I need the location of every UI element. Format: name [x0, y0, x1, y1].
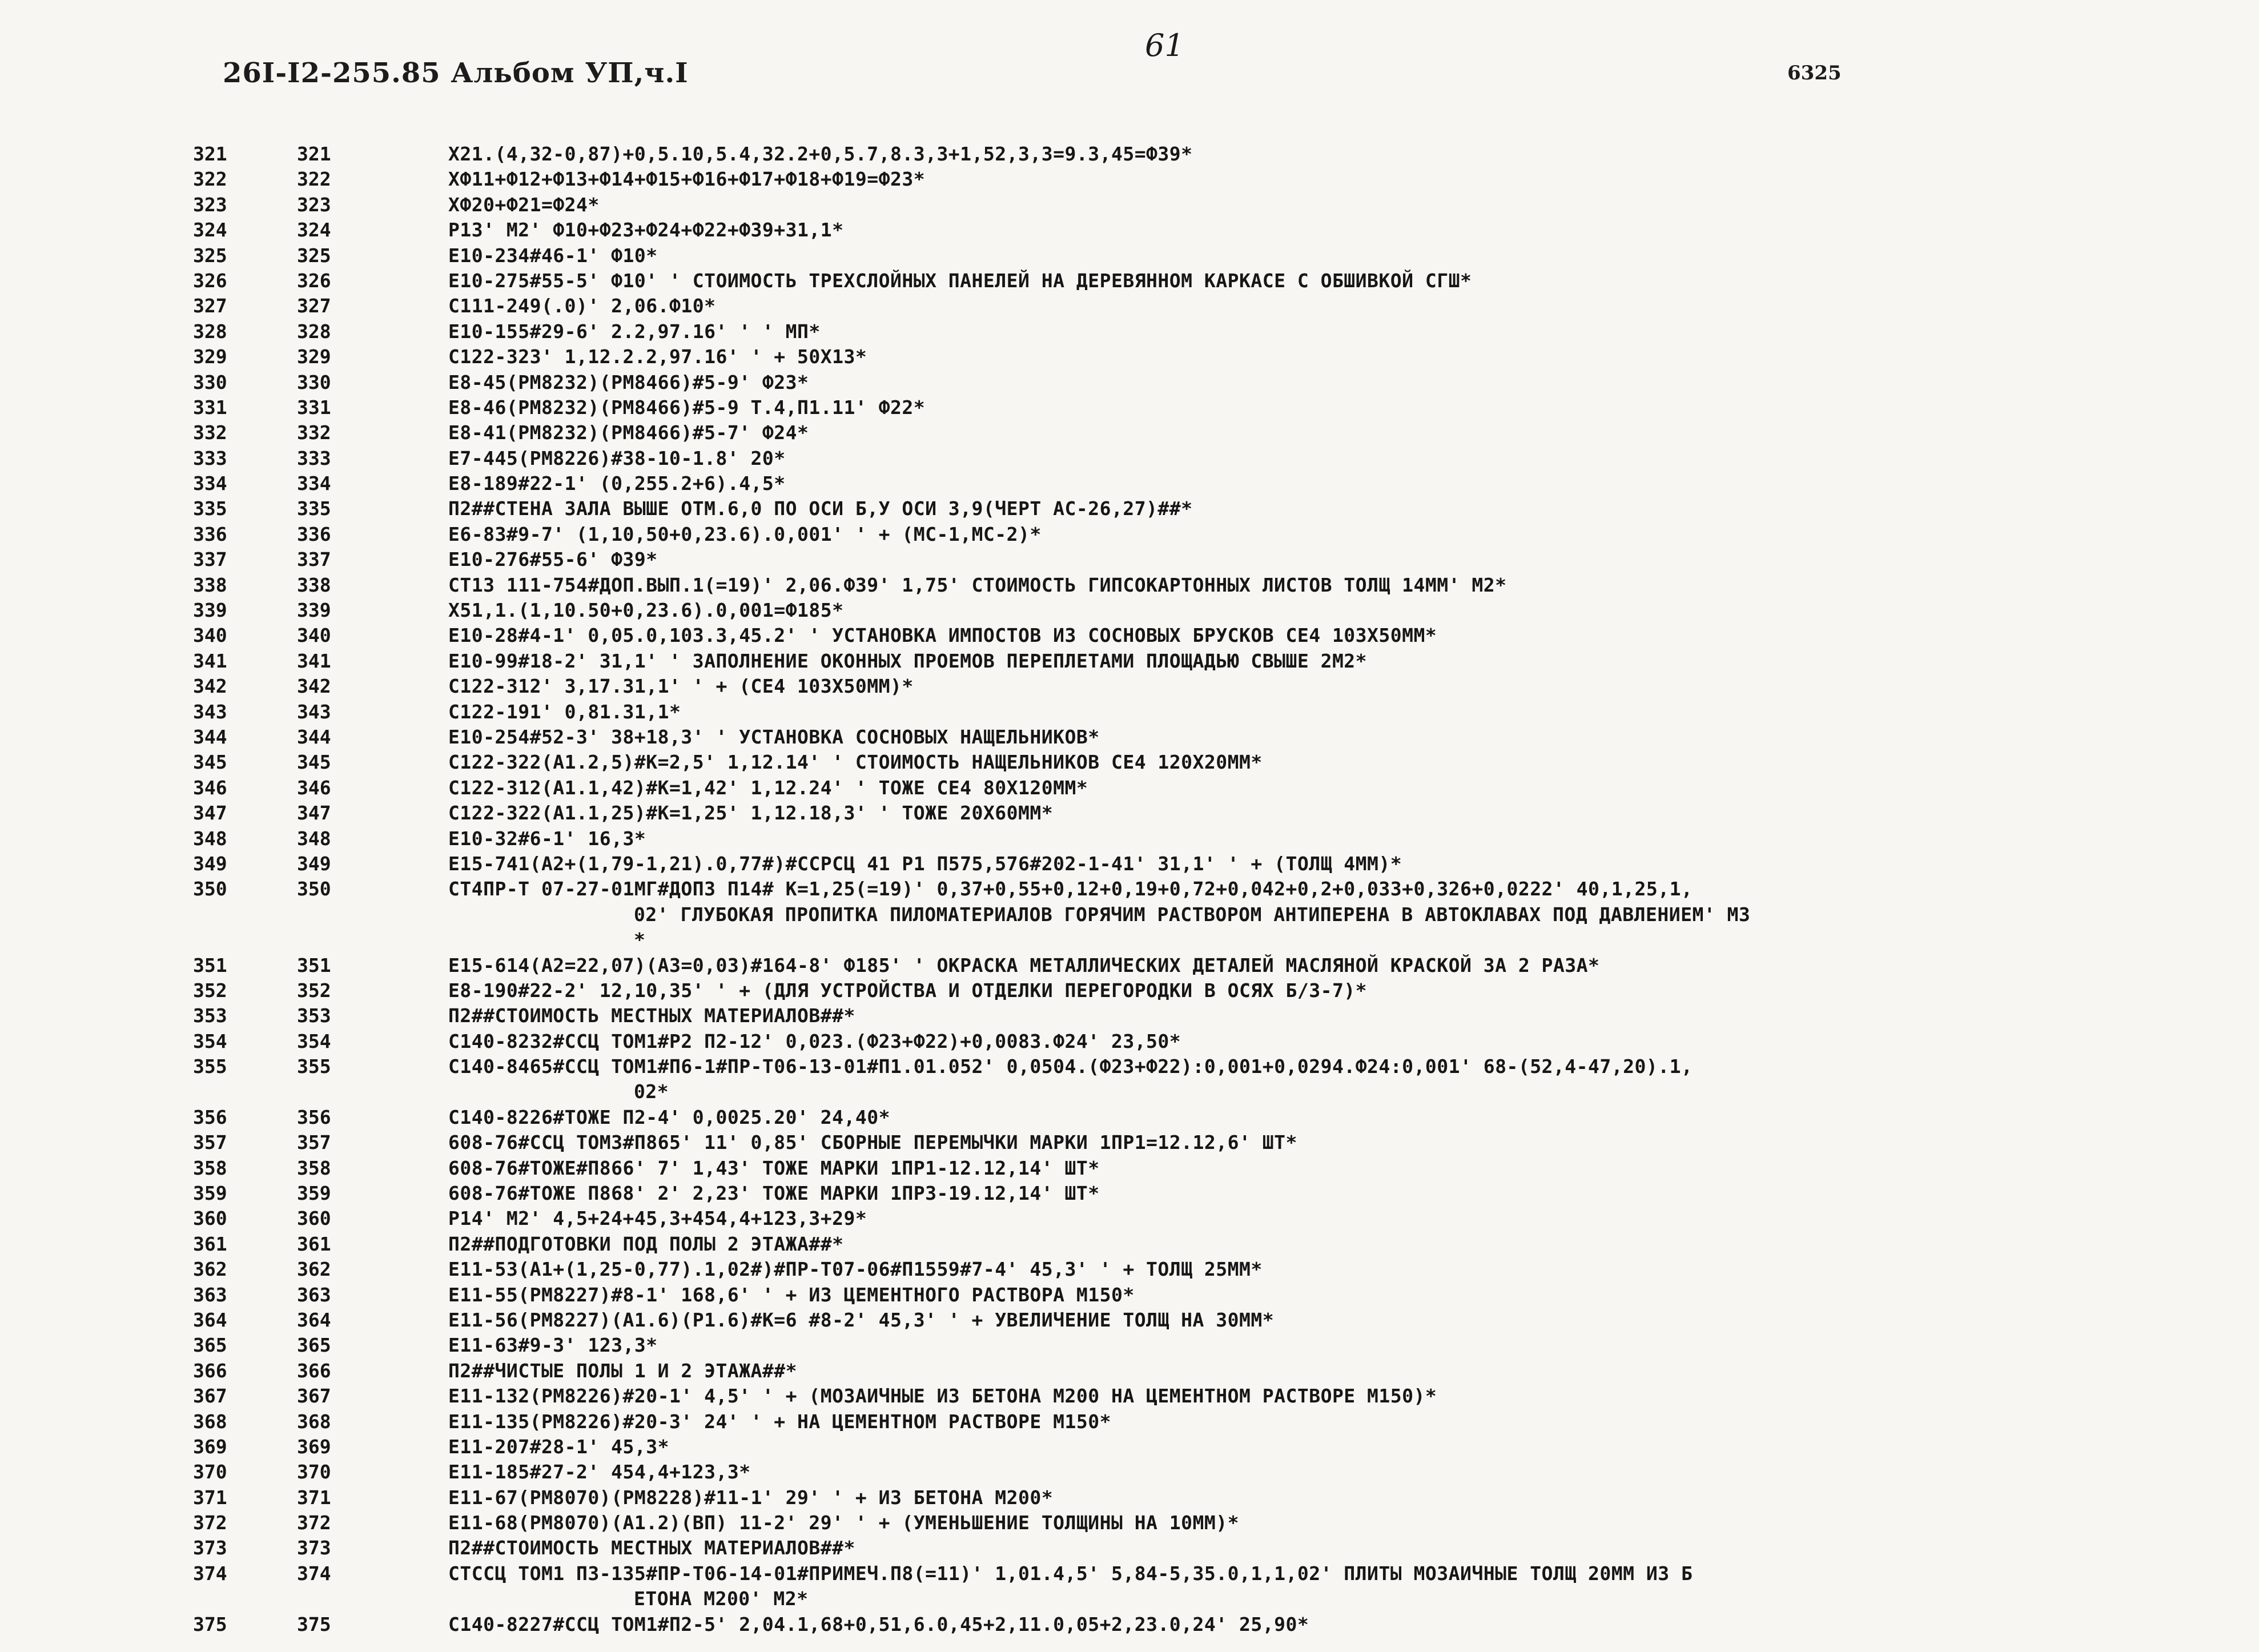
listing-line [0, 496, 2259, 521]
line-text: Е10-254#52-3' 38+18,3' ' УСТАНОВКА СОСНОВЫХ НАЩЕЛЬНИКОВ* [448, 725, 1100, 748]
line-text: Е8-190#22-2' 12,10,35' ' + (ДЛЯ УСТРОЙСТВА И ОТДЕЛКИ ПЕРЕГОРОДКИ В ОСЯХ Б/3-7)* [448, 979, 1368, 1002]
line-number: 353 [193, 1004, 227, 1027]
line-number-secondary: 326 [297, 269, 331, 292]
line-number-secondary: 352 [297, 979, 331, 1002]
line-text: XФ11+Ф12+Ф13+Ф14+Ф15+Ф16+Ф17+Ф18+Ф19=Ф23* [448, 168, 926, 191]
line-number: 375 [193, 1613, 227, 1635]
line-text: П2##СТОИМОСТЬ МЕСТНЫХ МАТЕРИАЛОВ##* [448, 1537, 855, 1559]
line-number-secondary: 342 [297, 675, 331, 698]
listing-line [0, 573, 2259, 598]
line-number-secondary: 340 [297, 624, 331, 647]
line-number-secondary: 359 [297, 1182, 331, 1205]
line-text: С140-8232#ССЦ ТОМ1#Р2 П2-12' 0,023.(Ф23+Ф22)+0,0083.Ф24' 23,50* [448, 1030, 1181, 1052]
line-number-secondary: 338 [297, 573, 331, 596]
line-number: 323 [193, 193, 227, 216]
line-text: * [634, 929, 646, 951]
line-number: 322 [193, 168, 227, 191]
line-number-secondary: 341 [297, 649, 331, 672]
line-number: 344 [193, 725, 227, 748]
listing-line [0, 1333, 2259, 1358]
line-text: Е11-63#9-3' 123,3* [448, 1334, 658, 1357]
line-text: П2##СТЕНА ЗАЛА ВЫШЕ ОТМ.6,0 ПО ОСИ Б,У ОСИ 3,9(ЧЕРТ АС-26,27)##* [448, 497, 1193, 520]
listing-continuation-line [0, 1586, 2259, 1611]
line-number: 339 [193, 599, 227, 622]
line-number: 374 [193, 1562, 227, 1585]
line-text: XФ20+Ф21=Ф24* [448, 193, 600, 216]
line-number-secondary: 362 [297, 1258, 331, 1281]
listing-line [0, 344, 2259, 369]
line-number: 341 [193, 649, 227, 672]
line-number: 350 [193, 878, 227, 901]
line-number-secondary: 337 [297, 548, 331, 571]
line-number: 370 [193, 1461, 227, 1484]
listing-line [0, 1181, 2259, 1206]
line-number: 335 [193, 497, 227, 520]
listing-line [0, 319, 2259, 344]
line-text: X51,1.(1,10.50+0,23.6).0,001=Ф185* [448, 599, 844, 622]
listing-line [0, 1409, 2259, 1434]
listing-line [0, 598, 2259, 623]
line-text: Е8-189#22-1' (0,255.2+6).4,5* [448, 472, 786, 495]
line-number: 346 [193, 776, 227, 799]
listing-line [0, 725, 2259, 750]
listing-line [0, 1130, 2259, 1155]
listing-line [0, 1257, 2259, 1282]
line-number: 367 [193, 1385, 227, 1408]
line-number-secondary: 357 [297, 1131, 331, 1154]
line-number-secondary: 374 [297, 1562, 331, 1585]
line-number: 338 [193, 573, 227, 596]
line-text: Е6-83#9-7' (1,10,50+0,23.6).0,001' ' + (МС-1,МС-2)* [448, 522, 1042, 545]
listing-line [0, 1434, 2259, 1460]
line-text: СТССЦ ТОМ1 П3-135#ПР-Т06-14-01#ПРИМЕЧ.П8(=11)' 1,01.4,5' 5,84-5,35.0,1,1,02' ПЛИТЫ МОЗАИЧНЫЕ ТОЛЩ 20ММ ИЗ Б [448, 1562, 1693, 1585]
line-text: Е10-155#29-6' 2.2,97.16' ' ' МП* [448, 320, 821, 343]
line-number: 329 [193, 345, 227, 368]
line-text: С122-322(А1.2,5)#К=2,5' 1,12.14' ' СТОИМОСТЬ НАЩЕЛЬНИКОВ СЕ4 120X20ММ* [448, 751, 1263, 774]
line-number: 357 [193, 1131, 227, 1154]
line-text: Е10-99#18-2' 31,1' ' ЗАПОЛНЕНИЕ ОКОННЫХ ПРОЕМОВ ПЕРЕПЛЕТАМИ ПЛОЩАДЬЮ СВЫШЕ 2М2* [448, 649, 1368, 672]
line-number-secondary: 363 [297, 1283, 331, 1306]
listing-line [0, 775, 2259, 801]
line-text: Е15-741(А2+(1,79-1,21).0,77#)#ССРСЦ 41 Р1 П575,576#202-1-41' 31,1' ' + (ТОЛЩ 4ММ)* [448, 852, 1402, 875]
line-text: X21.(4,32-0,87)+0,5.10,5.4,32.2+0,5.7,8.3,3+1,52,3,3=9.3,45=Ф39* [448, 143, 1193, 165]
listing-line [0, 978, 2259, 1003]
line-number: 369 [193, 1435, 227, 1458]
line-number-secondary: 325 [297, 244, 331, 267]
line-number-secondary: 350 [297, 878, 331, 901]
line-text: Е11-55(РМ8227)#8-1' 168,6' ' + ИЗ ЦЕМЕНТНОГО РАСТВОРА М150* [448, 1283, 1135, 1306]
listing-line [0, 1485, 2259, 1510]
listing-line [0, 1358, 2259, 1384]
line-number: 336 [193, 522, 227, 545]
line-number: 354 [193, 1030, 227, 1052]
listing-line [0, 243, 2259, 268]
line-number: 334 [193, 472, 227, 495]
listing-line [0, 420, 2259, 445]
line-number-secondary: 368 [297, 1410, 331, 1433]
listing-line [0, 1308, 2259, 1333]
line-number: 327 [193, 295, 227, 317]
line-text: 02* [634, 1080, 669, 1103]
listing-line [0, 750, 2259, 775]
line-number-secondary: 335 [297, 497, 331, 520]
line-number-secondary: 349 [297, 852, 331, 875]
listing-line [0, 395, 2259, 420]
line-text: Р14' М2' 4,5+24+45,3+454,4+123,3+29* [448, 1207, 867, 1230]
line-number: 349 [193, 852, 227, 875]
listing-continuation-line [0, 927, 2259, 952]
line-number-secondary: 332 [297, 421, 331, 444]
line-number: 333 [193, 447, 227, 469]
line-text: Е8-41(РМ8232)(РМ8466)#5-7' Ф24* [448, 421, 809, 444]
line-number: 345 [193, 751, 227, 774]
line-number: 363 [193, 1283, 227, 1306]
line-text: Е11-68(РМ8070)(А1.2)(ВП) 11-2' 29' ' + (УМЕНЬШЕНИЕ ТОЛЩИНЫ НА 10ММ)* [448, 1512, 1240, 1534]
line-number-secondary: 372 [297, 1512, 331, 1534]
listing-line [0, 877, 2259, 902]
line-text: Е10-32#6-1' 16,3* [448, 827, 646, 850]
line-number: 361 [193, 1232, 227, 1255]
line-number-secondary: 360 [297, 1207, 331, 1230]
listing-line [0, 1105, 2259, 1130]
line-number: 343 [193, 700, 227, 723]
line-number: 359 [193, 1182, 227, 1205]
line-number-secondary: 329 [297, 345, 331, 368]
listing-line [0, 700, 2259, 725]
line-number-secondary: 353 [297, 1004, 331, 1027]
line-text: П2##ЧИСТЫЕ ПОЛЫ 1 И 2 ЭТАЖА##* [448, 1359, 798, 1382]
line-number-secondary: 373 [297, 1537, 331, 1559]
listing-line [0, 1206, 2259, 1231]
line-text: Е10-28#4-1' 0,05.0,103.3,45.2' ' УСТАНОВКА ИМПОСТОВ ИЗ СОСНОВЫХ БРУСКОВ СЕ4 103X50ММ* [448, 624, 1437, 647]
line-text: 608-76#ТОЖЕ#П866' 7' 1,43' ТОЖЕ МАРКИ 1ПР1-12.12,14' ШТ* [448, 1156, 1100, 1179]
line-number-secondary: 327 [297, 295, 331, 317]
line-number-secondary: 322 [297, 168, 331, 191]
listing-line [0, 142, 2259, 167]
line-text: П2##СТОИМОСТЬ МЕСТНЫХ МАТЕРИАЛОВ##* [448, 1004, 855, 1027]
line-text: С140-8227#ССЦ ТОМ1#П2-5' 2,04.1,68+0,51,6.0,45+2,11.0,05+2,23.0,24' 25,90* [448, 1613, 1309, 1635]
listing-line [0, 1561, 2259, 1586]
line-number: 372 [193, 1512, 227, 1534]
line-number-secondary: 354 [297, 1030, 331, 1052]
line-text: СТ13 111-754#ДОП.ВЫП.1(=19)' 2,06.Ф39' 1,75' СТОИМОСТЬ ГИПСОКАРТОННЫХ ЛИСТОВ ТОЛЩ 14ММ' М2* [448, 573, 1507, 596]
listing-line [0, 649, 2259, 674]
line-number: 362 [193, 1258, 227, 1281]
line-text: Е11-53(А1+(1,25-0,77).1,02#)#ПР-Т07-06#П1559#7-4' 45,3' ' + ТОЛЩ 25ММ* [448, 1258, 1263, 1281]
line-text: ЕТОНА М200' М2* [634, 1587, 809, 1610]
listing-line [0, 1003, 2259, 1028]
line-text: П2##ПОДГОТОВКИ ПОД ПОЛЫ 2 ЭТАЖА##* [448, 1232, 844, 1255]
line-text: Р13' М2' Ф10+Ф23+Ф24+Ф22+Ф39+31,1* [448, 219, 844, 242]
line-number-secondary: 330 [297, 371, 331, 393]
listing-line [0, 1384, 2259, 1409]
line-number-secondary: 331 [297, 396, 331, 419]
listing-line [0, 471, 2259, 496]
line-text: СТ4ПР-Т 07-27-01МГ#ДОП3 П14# К=1,25(=19)' 0,37+0,55+0,12+0,19+0,72+0,042+0,2+0,033+0,326+0,0222' 40,1,25,1, [448, 878, 1693, 901]
line-text: Е11-67(РМ8070)(РМ8228)#11-1' 29' ' + ИЗ БЕТОНА М200* [448, 1486, 1054, 1509]
line-number: 326 [193, 269, 227, 292]
listing-line [0, 522, 2259, 547]
line-text: Е8-46(РМ8232)(РМ8466)#5-9 Т.4,П1.11' Ф22* [448, 396, 926, 419]
line-number: 331 [193, 396, 227, 419]
listing-line [0, 1283, 2259, 1308]
listing-line [0, 370, 2259, 395]
line-text: 02' ГЛУБОКАЯ ПРОПИТКА ПИЛОМАТЕРИАЛОВ ГОРЯЧИМ РАСТВОРОМ АНТИПЕРЕНА В АВТОКЛАВАХ ПОД ДАВЛЕНИЕМ' М3 [634, 903, 1751, 926]
line-number: 356 [193, 1106, 227, 1128]
line-number: 373 [193, 1537, 227, 1559]
listing-line [0, 1029, 2259, 1054]
line-number: 324 [193, 219, 227, 242]
line-number-secondary: 345 [297, 751, 331, 774]
page-number: 61 [1145, 27, 1184, 63]
line-number-secondary: 334 [297, 472, 331, 495]
listing-line [0, 167, 2259, 192]
line-number: 328 [193, 320, 227, 343]
line-text: С111-249(.0)' 2,06.Ф10* [448, 295, 716, 317]
line-text: Е11-207#28-1' 45,3* [448, 1435, 669, 1458]
line-number: 365 [193, 1334, 227, 1357]
listing-line [0, 1510, 2259, 1536]
listing-line [0, 623, 2259, 648]
line-number: 355 [193, 1055, 227, 1078]
listing-line [0, 1232, 2259, 1257]
line-text: Е11-185#27-2' 454,4+123,3* [448, 1461, 751, 1484]
listing-line [0, 446, 2259, 471]
line-text: Е11-135(РМ8226)#20-3' 24' ' + НА ЦЕМЕНТНОМ РАСТВОРЕ М150* [448, 1410, 1111, 1433]
line-text: С122-323' 1,12.2.2,97.16' ' + 50X13* [448, 345, 867, 368]
listing-line [0, 851, 2259, 877]
line-number: 351 [193, 954, 227, 976]
line-number-secondary: 356 [297, 1106, 331, 1128]
line-text: 608-76#ТОЖЕ П868' 2' 2,23' ТОЖЕ МАРКИ 1ПР3-19.12,14' ШТ* [448, 1182, 1100, 1205]
line-number-secondary: 347 [297, 802, 331, 825]
line-number-secondary: 346 [297, 776, 331, 799]
line-number-secondary: 351 [297, 954, 331, 976]
line-number-secondary: 370 [297, 1461, 331, 1484]
line-number-secondary: 361 [297, 1232, 331, 1255]
listing-line [0, 801, 2259, 826]
sheet-number: 6325 [1787, 62, 1842, 85]
line-text: С140-8226#ТОЖЕ П2-4' 0,0025.20' 24,40* [448, 1106, 890, 1128]
line-text: С122-312(А1.1,42)#К=1,42' 1,12.24' ' ТОЖЕ СЕ4 80X120ММ* [448, 776, 1088, 799]
line-number-secondary: 355 [297, 1055, 331, 1078]
estimate-lines [0, 142, 2259, 1637]
line-number-secondary: 371 [297, 1486, 331, 1509]
listing-line [0, 294, 2259, 319]
line-number-secondary: 364 [297, 1308, 331, 1331]
line-number-secondary: 367 [297, 1385, 331, 1408]
line-number-secondary: 344 [297, 725, 331, 748]
listing-line [0, 1156, 2259, 1181]
line-text: Е15-614(А2=22,07)(А3=0,03)#164-8' Ф185' ' ОКРАСКА МЕТАЛЛИЧЕСКИХ ДЕТАЛЕЙ МАСЛЯНОЙ КРАСКОЙ ЗА 2 РАЗА* [448, 954, 1600, 976]
line-number-secondary: 336 [297, 522, 331, 545]
line-number: 325 [193, 244, 227, 267]
line-number: 332 [193, 421, 227, 444]
line-text: Е11-56(РМ8227)(А1.6)(Р1.6)#К=6 #8-2' 45,3' ' + УВЕЛИЧЕНИЕ ТОЛЩ НА 30ММ* [448, 1308, 1275, 1331]
line-text: Е10-275#55-5' Ф10' ' СТОИМОСТЬ ТРЕХСЛОЙНЫХ ПАНЕЛЕЙ НА ДЕРЕВЯННОМ КАРКАСЕ С ОБШИВКОЙ СГШ* [448, 269, 1472, 292]
line-number-secondary: 333 [297, 447, 331, 469]
line-number-secondary: 358 [297, 1156, 331, 1179]
line-text: Е11-132(РМ8226)#20-1' 4,5' ' + (МОЗАИЧНЫЕ ИЗ БЕТОНА М200 НА ЦЕМЕНТНОМ РАСТВОРЕ М150)* [448, 1385, 1437, 1408]
line-text: 608-76#ССЦ ТОМ3#П865' 11' 0,85' СБОРНЫЕ ПЕРЕМЫЧКИ МАРКИ 1ПР1=12.12,6' ШТ* [448, 1131, 1297, 1154]
line-number: 358 [193, 1156, 227, 1179]
line-number: 366 [193, 1359, 227, 1382]
line-number: 348 [193, 827, 227, 850]
line-number-secondary: 321 [297, 143, 331, 165]
listing-line [0, 268, 2259, 294]
line-number: 330 [193, 371, 227, 393]
listing-line [0, 1536, 2259, 1561]
line-number-secondary: 365 [297, 1334, 331, 1357]
line-number: 347 [193, 802, 227, 825]
listing-continuation-line [0, 1079, 2259, 1104]
listing-line [0, 1054, 2259, 1079]
line-text: Е10-276#55-6' Ф39* [448, 548, 658, 571]
document-code: 26I-I2-255.85 Альбом УП,ч.I [223, 57, 689, 89]
line-number-secondary: 339 [297, 599, 331, 622]
line-number: 364 [193, 1308, 227, 1331]
line-number: 321 [193, 143, 227, 165]
listing-line [0, 674, 2259, 699]
line-number: 342 [193, 675, 227, 698]
listing-continuation-line [0, 902, 2259, 927]
line-number: 360 [193, 1207, 227, 1230]
line-text: С122-191' 0,81.31,1* [448, 700, 681, 723]
line-text: С140-8465#ССЦ ТОМ1#П6-1#ПР-Т06-13-01#П1.01.052' 0,0504.(Ф23+Ф22):0,001+0,0294.Ф24:0,001' 68-(52,4-47,20).1, [448, 1055, 1693, 1078]
line-number-secondary: 369 [297, 1435, 331, 1458]
line-number-secondary: 366 [297, 1359, 331, 1382]
line-text: Е10-234#46-1' Ф10* [448, 244, 658, 267]
listing-line [0, 218, 2259, 243]
line-text: С122-312' 3,17.31,1' ' + (СЕ4 103X50ММ)* [448, 675, 914, 698]
listing-line [0, 953, 2259, 978]
listing-line [0, 1612, 2259, 1637]
line-text: Е8-45(РМ8232)(РМ8466)#5-9' Ф23* [448, 371, 809, 393]
line-number-secondary: 348 [297, 827, 331, 850]
line-number: 337 [193, 548, 227, 571]
line-number-secondary: 375 [297, 1613, 331, 1635]
listing-line [0, 1460, 2259, 1485]
line-number-secondary: 343 [297, 700, 331, 723]
listing-line [0, 826, 2259, 851]
line-text: С122-322(А1.1,25)#К=1,25' 1,12.18,3' ' ТОЖЕ 20X60ММ* [448, 802, 1054, 825]
line-number: 352 [193, 979, 227, 1002]
line-number-secondary: 324 [297, 219, 331, 242]
line-number-secondary: 328 [297, 320, 331, 343]
line-number: 368 [193, 1410, 227, 1433]
listing-line [0, 192, 2259, 218]
line-number-secondary: 323 [297, 193, 331, 216]
listing-line [0, 547, 2259, 572]
line-number: 340 [193, 624, 227, 647]
line-number: 371 [193, 1486, 227, 1509]
line-text: Е7-445(РМ8226)#38-10-1.8' 20* [448, 447, 786, 469]
